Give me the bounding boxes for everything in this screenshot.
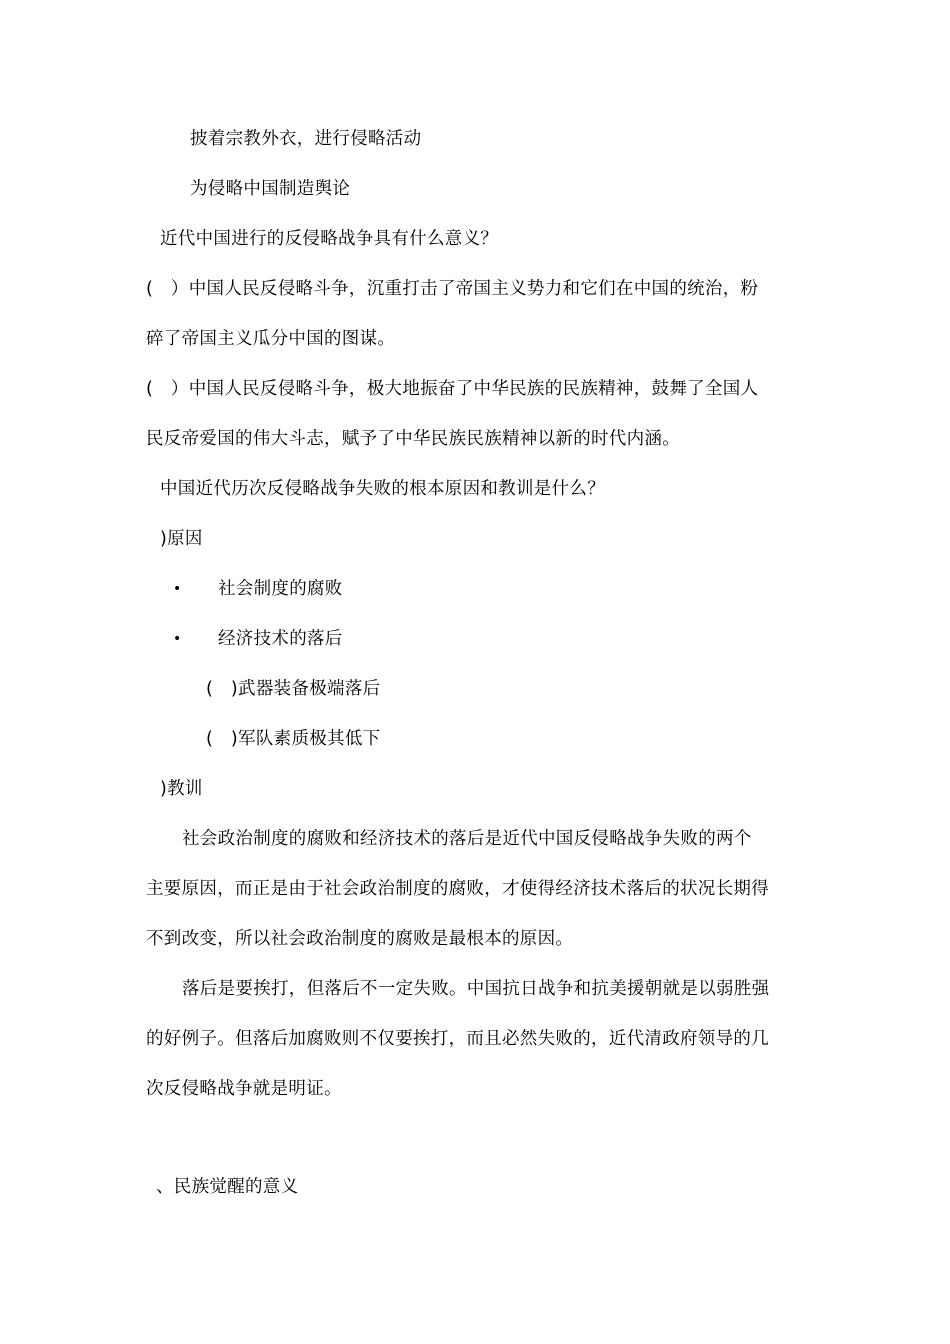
section-label: )原因 <box>160 529 203 549</box>
text-line: 次反侵略战争就是明证。 <box>146 1079 342 1099</box>
section-label: )教训 <box>160 779 203 799</box>
question-heading: 近代中国进行的反侵略战争具有什么意义？ <box>160 229 499 249</box>
text-line: 碎了帝国主义瓜分中国的图谋。 <box>146 329 396 349</box>
text-line: ( ）中国人民反侵略斗争，极大地振奋了中华民族的民族精神，鼓舞了全国人 <box>146 379 759 399</box>
text-line: 披着宗教外衣，进行侵略活动 <box>190 129 422 149</box>
text-line: 主要原因，而正是由于社会政治制度的腐败，才使得经济技术落后的状况长期得 <box>146 879 769 899</box>
section-heading: 、民族觉醒的意义 <box>156 1177 299 1197</box>
text-line: 为侵略中国制造舆论 <box>190 179 351 199</box>
list-item: 社会制度的腐败 <box>218 579 343 599</box>
text-line: ( ）中国人民反侵略斗争，沉重打击了帝国主义势力和它们在中国的统治，粉 <box>146 279 759 299</box>
text-line: 落后是要挨打，但落后不一定失败。中国抗日战争和抗美援朝就是以弱胜强 <box>182 979 770 999</box>
bullet-marker: • <box>173 631 182 647</box>
bullet-marker: • <box>173 581 182 597</box>
question-heading: 中国近代历次反侵略战争失败的根本原因和教训是什么？ <box>160 479 605 499</box>
sub-list-item: ( )军队素质极其低下 <box>206 729 381 749</box>
text-line: 社会政治制度的腐败和经济技术的落后是近代中国反侵略战争失败的两个 <box>182 829 752 849</box>
text-line: 的好例子。但落后加腐败则不仅要挨打，而且必然失败的，近代清政府领导的几 <box>146 1029 769 1049</box>
sub-list-item: ( )武器装备极端落后 <box>206 679 381 699</box>
list-item: 经济技术的落后 <box>218 629 343 649</box>
text-line: 民反帝爱国的伟大斗志，赋予了中华民族民族精神以新的时代内涵。 <box>146 429 680 449</box>
text-line: 不到改变，所以社会政治制度的腐败是最根本的原因。 <box>146 929 574 949</box>
